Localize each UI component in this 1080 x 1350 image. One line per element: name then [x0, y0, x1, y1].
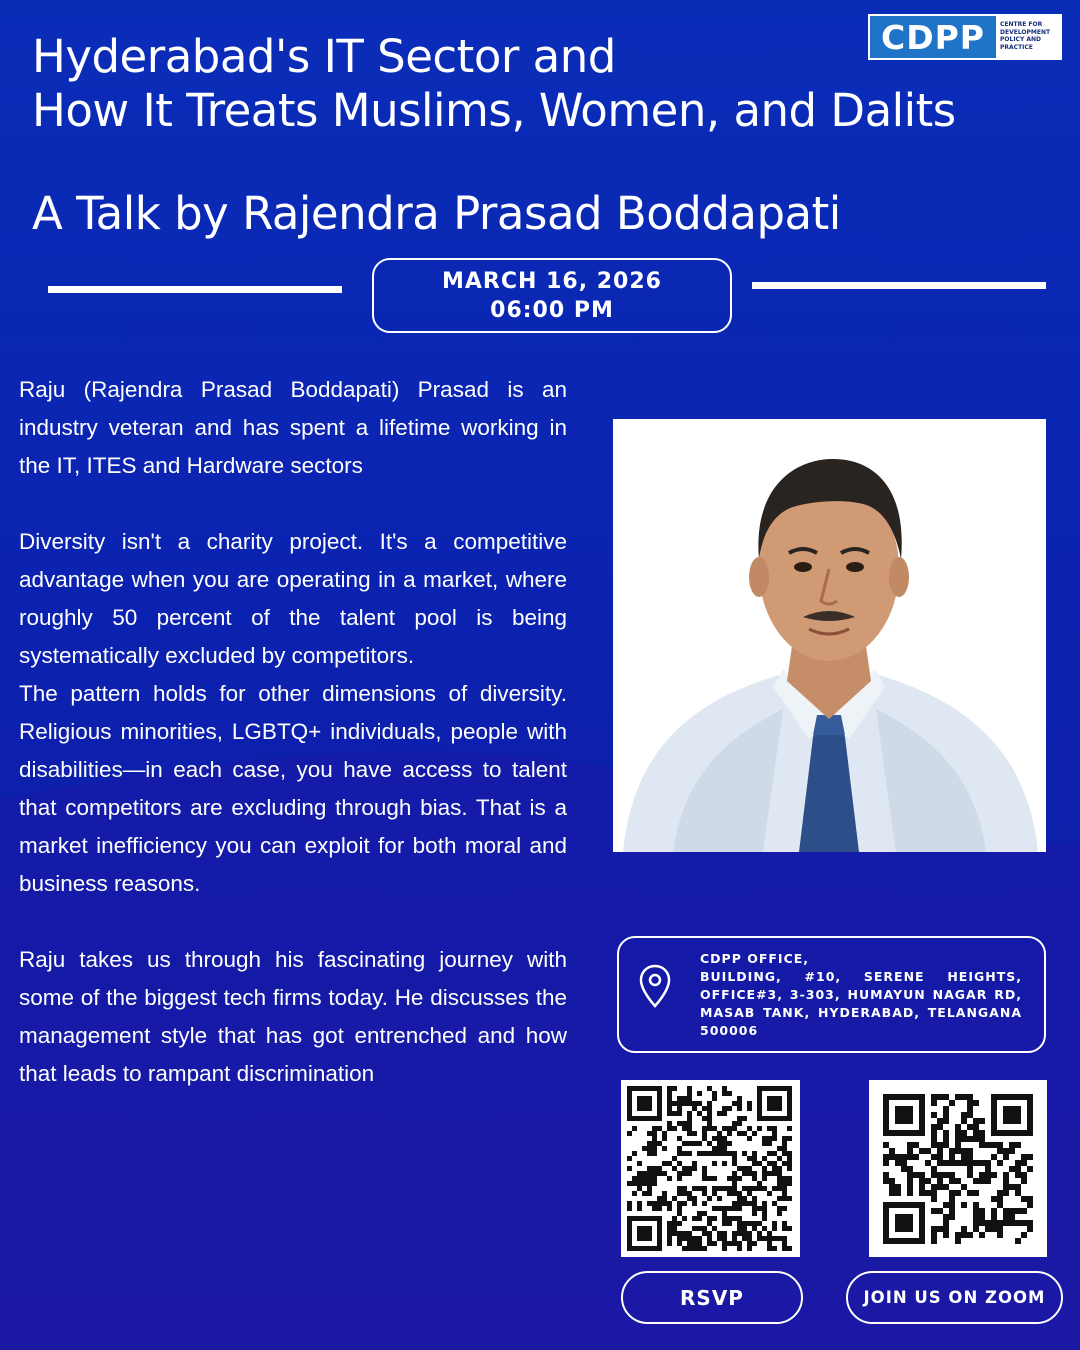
rsvp-button[interactable]: RSVP — [621, 1271, 803, 1324]
address-line-2: BUILDING, #10, SERENE HEIGHTS, OFFICE#3, 3-303, HUMAYUN NAGAR RD, MASAB TANK, HYDERABAD, TELANGANA 500006 — [700, 969, 1022, 1038]
description-paragraph: Raju takes us through his fascinating journey with some of the biggest tech firms today. He discusses the management style that has got entrenched and how that leads to rampant discrimination — [19, 947, 567, 1086]
logo-mark: CDPP — [870, 16, 996, 58]
event-time: 06:00 PM — [490, 297, 614, 323]
speaker-photo — [613, 419, 1046, 852]
rsvp-qr-code[interactable] — [621, 1080, 800, 1257]
description-paragraph: Raju (Rajendra Prasad Boddapati) Prasad is an industry veteran and has spent a lifetime working in the IT, ITES and Hardware sectors — [19, 377, 567, 478]
join-zoom-button[interactable]: JOIN US ON ZOOM — [846, 1271, 1063, 1324]
divider-left — [48, 286, 342, 293]
event-date: MARCH 16, 2026 — [442, 268, 662, 294]
venue-address — [700, 950, 1022, 1040]
address-line-1: CDPP OFFICE, — [700, 951, 810, 966]
date-time-box — [372, 258, 732, 333]
description-paragraph: Diversity isn't a charity project. It's a competitive advantage when you are operating in a market, where roughly 50 percent of the talent pool is being systematically excluded by competitors. — [19, 529, 567, 668]
map-pin-icon — [639, 964, 671, 1008]
description-paragraph: The pattern holds for other dimensions of diversity. Religious minorities, LGBTQ+ individuals, people with disabilities—in each case, you have access to talent that competitors are excluding through bias. That is a market inefficiency you can exploit for both moral and business reasons. — [19, 681, 567, 896]
event-title: Hyderabad's IT Sector and How It Treats Muslims, Women, and Dalits — [32, 30, 956, 137]
event-subtitle: A Talk by Rajendra Prasad Boddapati — [32, 187, 841, 240]
logo-text: CENTRE FOR DEVELOPMENT POLICY AND PRACTICE — [996, 16, 1060, 58]
venue-address-box — [617, 936, 1046, 1053]
divider-right — [752, 282, 1046, 289]
speaker-description — [19, 371, 567, 1093]
zoom-qr-code[interactable] — [869, 1080, 1047, 1257]
